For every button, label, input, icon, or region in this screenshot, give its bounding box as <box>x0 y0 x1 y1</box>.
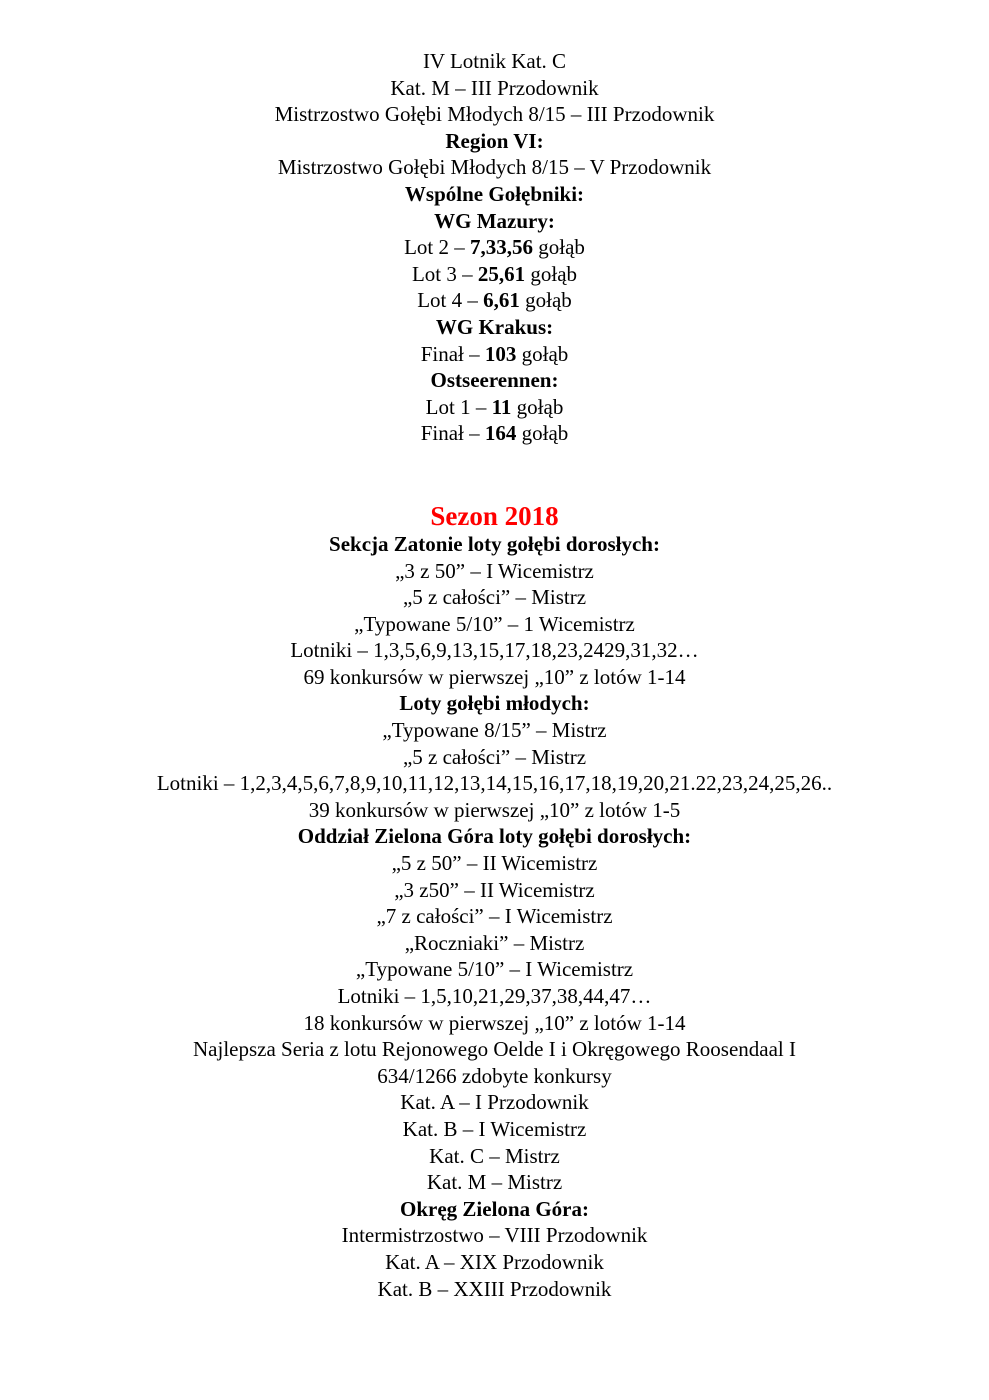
heading-wg-krakus: WG Krakus: <box>435 314 554 339</box>
final-ostseerennen-prefix: Finał – <box>420 421 485 446</box>
final-ostseerennen-value: 164 <box>484 421 517 446</box>
text-line: 69 konkursów w pierwszej „10” z lotów 1-14 <box>303 664 686 689</box>
lot-3-suffix: gołąb <box>525 261 578 286</box>
section-spacer <box>0 447 989 501</box>
text-line: „5 z całości” – Mistrz <box>402 585 587 610</box>
text-line: 18 konkursów w pierwszej „10” z lotów 1-14 <box>303 1010 686 1035</box>
text-line: 634/1266 zdobyte konkursy <box>377 1063 612 1088</box>
text-line: Najlepsza Seria z lotu Rejonowego Oelde I i Okręgowego Roosendaal I <box>193 1037 796 1062</box>
final-krakus-suffix: gołąb <box>516 341 569 366</box>
text-line-kat-m: Kat. M – III Przodownik <box>390 75 599 100</box>
text-line: „3 z 50” – I Wicemistrz <box>395 558 594 583</box>
text-line: Kat. B – XXIII Przodownik <box>377 1276 612 1301</box>
season-title: Sezon 2018 <box>430 500 559 531</box>
lot-1-prefix: Lot 1 – <box>425 394 492 419</box>
text-line: „Typowane 5/10” – 1 Wicemistrz <box>354 611 635 636</box>
text-line: Kat. A – I Przodownik <box>400 1090 589 1115</box>
section-heading: Okręg Zielona Góra: <box>400 1196 589 1221</box>
text-line-mistrzostwo-mlodych-region: Mistrzostwo Gołębi Młodych 8/15 – V Przodownik <box>277 155 712 180</box>
lot-2-suffix: gołąb <box>533 235 585 260</box>
text-line: „Typowane 8/15” – Mistrz <box>382 718 607 743</box>
lot-4-value: 6,61 <box>483 288 520 313</box>
final-ostseerennen-suffix: gołąb <box>516 421 569 446</box>
text-line: Intermistrzostwo – VIII Przodownik <box>341 1223 648 1248</box>
lot-4-suffix: gołąb <box>519 288 572 313</box>
heading-region-vi: Region VI: <box>445 128 544 153</box>
text-line: 39 konkursów w pierwszej „10” z lotów 1-5 <box>308 797 681 822</box>
lot-3-value: 25,61 <box>477 261 526 286</box>
text-line: „Typowane 5/10” – I Wicemistrz <box>355 957 634 982</box>
text-line-final-krakus <box>0 341 989 368</box>
lot-1-suffix: gołąb <box>511 394 564 419</box>
section-heading: Loty gołębi młodych: <box>399 691 590 716</box>
final-krakus-prefix: Finał – <box>420 341 485 366</box>
text-line: Kat. M – Mistrz <box>426 1170 563 1195</box>
text-line-lotnik-kat-c: IV Lotnik Kat. C <box>422 49 567 73</box>
lot-3-prefix: Lot 3 – <box>411 261 478 286</box>
lot-2-value: 7,33,56 <box>470 235 533 260</box>
text-line-lot-3 <box>0 261 989 288</box>
section-heading: Oddział Zielona Góra loty gołębi dorosłych: <box>297 824 692 849</box>
text-line-lot-4 <box>0 287 989 314</box>
text-line: Kat. B – I Wicemistrz <box>402 1116 587 1141</box>
text-line: „7 z całości” – I Wicemistrz <box>376 904 613 929</box>
text-line-lot-2 <box>0 234 989 261</box>
text-line-lot-1 <box>0 394 989 421</box>
document-page <box>0 48 989 1302</box>
lot-2-prefix: Lot 2 – <box>404 235 470 260</box>
text-line: Lotniki – 1,5,10,21,29,37,38,44,47… <box>337 984 652 1008</box>
text-line-final-ostseerennen <box>0 420 989 447</box>
text-line: Kat. A – XIX Przodownik <box>385 1249 604 1274</box>
lot-4-prefix: Lot 4 – <box>417 288 484 313</box>
text-line: „Roczniaki” – Mistrz <box>404 930 585 955</box>
final-krakus-value: 103 <box>484 341 517 366</box>
section-heading: Sekcja Zatonie loty gołębi dorosłych: <box>329 531 660 556</box>
lot-1-value: 11 <box>491 394 512 419</box>
season-lines <box>0 531 989 1302</box>
text-line: „5 z 50” – II Wicemistrz <box>391 851 598 876</box>
heading-wspolne-golebniki: Wspólne Gołębniki: <box>404 181 585 206</box>
text-line-mistrzostwo-mlodych: Mistrzostwo Gołębi Młodych 8/15 – III Przodownik <box>274 102 715 127</box>
text-line: „3 z50” – II Wicemistrz <box>394 877 595 902</box>
text-line: Kat. C – Mistrz <box>429 1143 560 1168</box>
text-line: Lotniki – 1,3,5,6,9,13,15,17,18,23,2429,31,32… <box>290 638 699 663</box>
text-line: Lotniki – 1,2,3,4,5,6,7,8,9,10,11,12,13,14,15,16,17,18,19,20,21.22,23,24,25,26.. <box>156 771 833 796</box>
heading-ostseerennen: Ostseerennen: <box>430 368 559 393</box>
heading-wg-mazury: WG Mazury: <box>434 208 555 233</box>
text-line: „5 z całości” – Mistrz <box>402 744 587 769</box>
